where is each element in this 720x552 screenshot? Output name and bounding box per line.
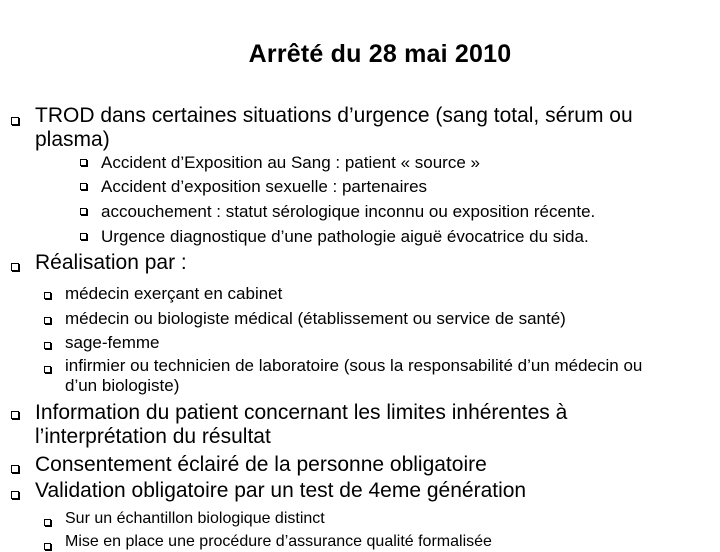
sub-point: infirmier ou technicien de laboratoire (sous la responsabilité d’un médecin ou d’un biologiste) <box>65 356 643 395</box>
main-point: TROD dans certaines situations d’urgence (sang total, sérum ou plasma) <box>35 104 633 151</box>
sub-point: Accident d’Exposition au Sang : patient « source » <box>101 153 480 172</box>
main-point: Réalisation par : <box>35 251 187 274</box>
bullet-icon <box>44 543 51 550</box>
bullet-icon <box>11 411 19 419</box>
bullet-icon <box>80 159 87 166</box>
bullet-icon <box>11 263 19 271</box>
main-point: Information du patient concernant les limites inhérentes à l’interprétation du résultat <box>35 401 568 448</box>
bullet-icon <box>11 117 19 125</box>
bullet-icon <box>80 208 87 215</box>
bullet-icon <box>44 342 51 349</box>
sub-point: médecin exerçant en cabinet <box>65 284 283 303</box>
bullet-icon <box>44 519 51 526</box>
sub-point: médecin ou biologiste médical (établissement ou service de santé) <box>65 309 566 328</box>
bullet-icon <box>44 292 51 299</box>
slide-title: Arrêté du 28 mai 2010 <box>248 40 512 68</box>
sub-point: Sur un échantillon biologique distinct <box>65 510 325 527</box>
sub-point: sage-femme <box>65 333 160 352</box>
bullet-icon <box>80 183 87 190</box>
sub-point: Accident d’exposition sexuelle : partenaires <box>101 177 428 196</box>
main-point: Consentement éclairé de la personne obligatoire <box>35 453 487 476</box>
sub-point: Urgence diagnostique d’une pathologie aiguë évocatrice du sida. <box>101 227 589 246</box>
main-point: Validation obligatoire par un test de 4eme génération <box>35 479 527 502</box>
bullet-icon <box>11 465 19 473</box>
sub-point: Mise en place une procédure d’assurance qualité formalisée <box>65 533 492 550</box>
sub-point: accouchement : statut sérologique inconnu ou exposition récente. <box>101 202 596 221</box>
bullet-icon <box>80 233 87 240</box>
bullet-icon <box>44 317 51 324</box>
bullet-icon <box>44 366 51 373</box>
bullet-icon <box>11 491 19 499</box>
